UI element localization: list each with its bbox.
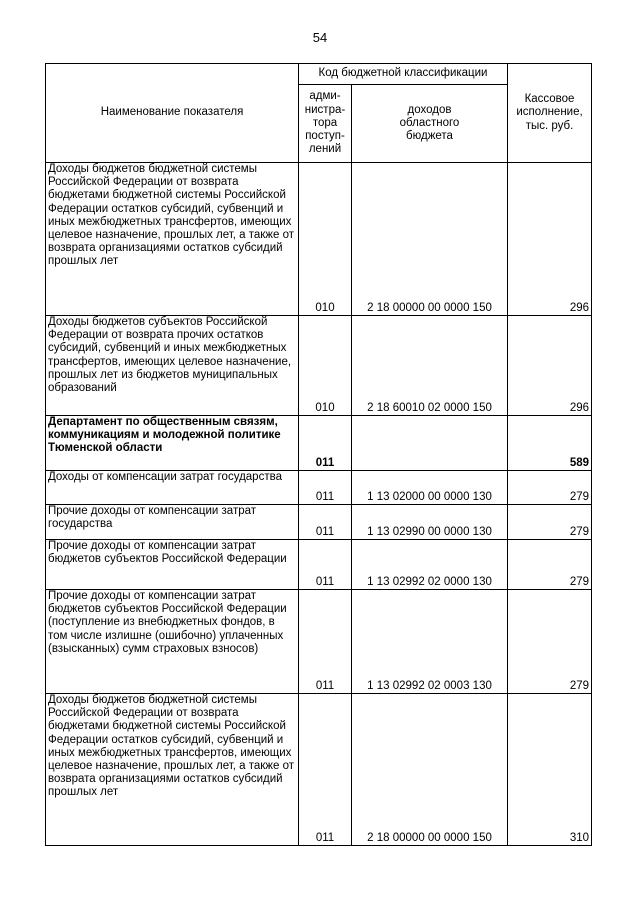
- row-name: Доходы бюджетов субъектов Российской Федерации от возврата прочих остатков субсидий, субвенций и иных межбюджетных трансфертов, имеющих целевое назначение, прошлых лет из бюджетов муниципальных образований: [46, 316, 299, 416]
- table-row: [46, 471, 592, 505]
- header-code-group: Код бюджетной классификации: [299, 64, 508, 85]
- budget-revenue-table: [45, 63, 592, 846]
- row-name: Прочие доходы от компенсации затрат бюджетов субъектов Российской Федерации: [46, 540, 299, 590]
- row-amount: 279: [508, 505, 592, 540]
- row-name: Прочие доходы от компенсации затрат бюджетов субъектов Российской Федерации (поступление из внебюджетных фондов, в том числе излишне (ошибочно) уплаченных (взысканных) сумм страховых взносов): [46, 590, 299, 694]
- row-name: Доходы бюджетов бюджетной системы Российской Федерации от возврата бюджетами бюджетной системы Российской Федерации остатков субсидий, субвенций и иных межбюджетных трансфертов, имеющих целевое назначение, прошлых лет, а также от возврата организациями остатков субсидий прошлых лет: [46, 163, 299, 316]
- table-row: [46, 694, 592, 846]
- row-amount: 279: [508, 471, 592, 505]
- table-row: [46, 163, 592, 316]
- row-name: Прочие доходы от компенсации затрат государства: [46, 505, 299, 540]
- table-row: [46, 505, 592, 540]
- header-amount-column: Кассовое исполнение, тыс. руб.: [508, 64, 592, 163]
- row-classification-code: [352, 416, 508, 471]
- row-name: Доходы бюджетов бюджетной системы Российской Федерации от возврата бюджетами бюджетной системы Российской Федерации остатков субсидий, субвенций и иных межбюджетных трансфертов, имеющих целевое назначение, прошлых лет, а также от возврата организациями остатков субсидий прошлых лет: [46, 694, 299, 846]
- row-amount: 310: [508, 694, 592, 846]
- row-amount: 279: [508, 540, 592, 590]
- row-classification-code: 1 13 02992 02 0000 130: [352, 540, 508, 590]
- row-admin-code: 011: [299, 416, 352, 471]
- row-admin-code: 011: [299, 471, 352, 505]
- row-classification-code: 2 18 00000 00 0000 150: [352, 694, 508, 846]
- row-classification-code: 2 18 60010 02 0000 150: [352, 316, 508, 416]
- row-admin-code: 010: [299, 163, 352, 316]
- row-amount: 296: [508, 163, 592, 316]
- header-name-column: Наименование показателя: [46, 64, 299, 163]
- row-classification-code: 1 13 02992 02 0003 130: [352, 590, 508, 694]
- header-income-column: доходов областного бюджета: [352, 85, 508, 163]
- header-admin-column: адми- нистра- тора поступ- лений: [299, 85, 352, 163]
- row-name: Доходы от компенсации затрат государства: [46, 471, 299, 505]
- row-amount: 279: [508, 590, 592, 694]
- row-classification-code: 1 13 02990 00 0000 130: [352, 505, 508, 540]
- row-admin-code: 010: [299, 316, 352, 416]
- row-classification-code: 1 13 02000 00 0000 130: [352, 471, 508, 505]
- row-name: Департамент по общественным связям, коммуникациям и молодежной политике Тюменской области: [48, 416, 281, 455]
- table-row: [46, 316, 592, 416]
- row-admin-code: 011: [299, 505, 352, 540]
- table-row: [46, 540, 592, 590]
- row-admin-code: 011: [299, 590, 352, 694]
- header-row-top: [46, 64, 592, 85]
- page-number: 54: [312, 30, 328, 45]
- table-row: [46, 590, 592, 694]
- row-amount: 296: [508, 316, 592, 416]
- table-row-department: [46, 416, 592, 471]
- row-admin-code: 011: [299, 540, 352, 590]
- row-classification-code: 2 18 00000 00 0000 150: [352, 163, 508, 316]
- row-admin-code: 011: [299, 694, 352, 846]
- row-amount: 589: [508, 416, 592, 471]
